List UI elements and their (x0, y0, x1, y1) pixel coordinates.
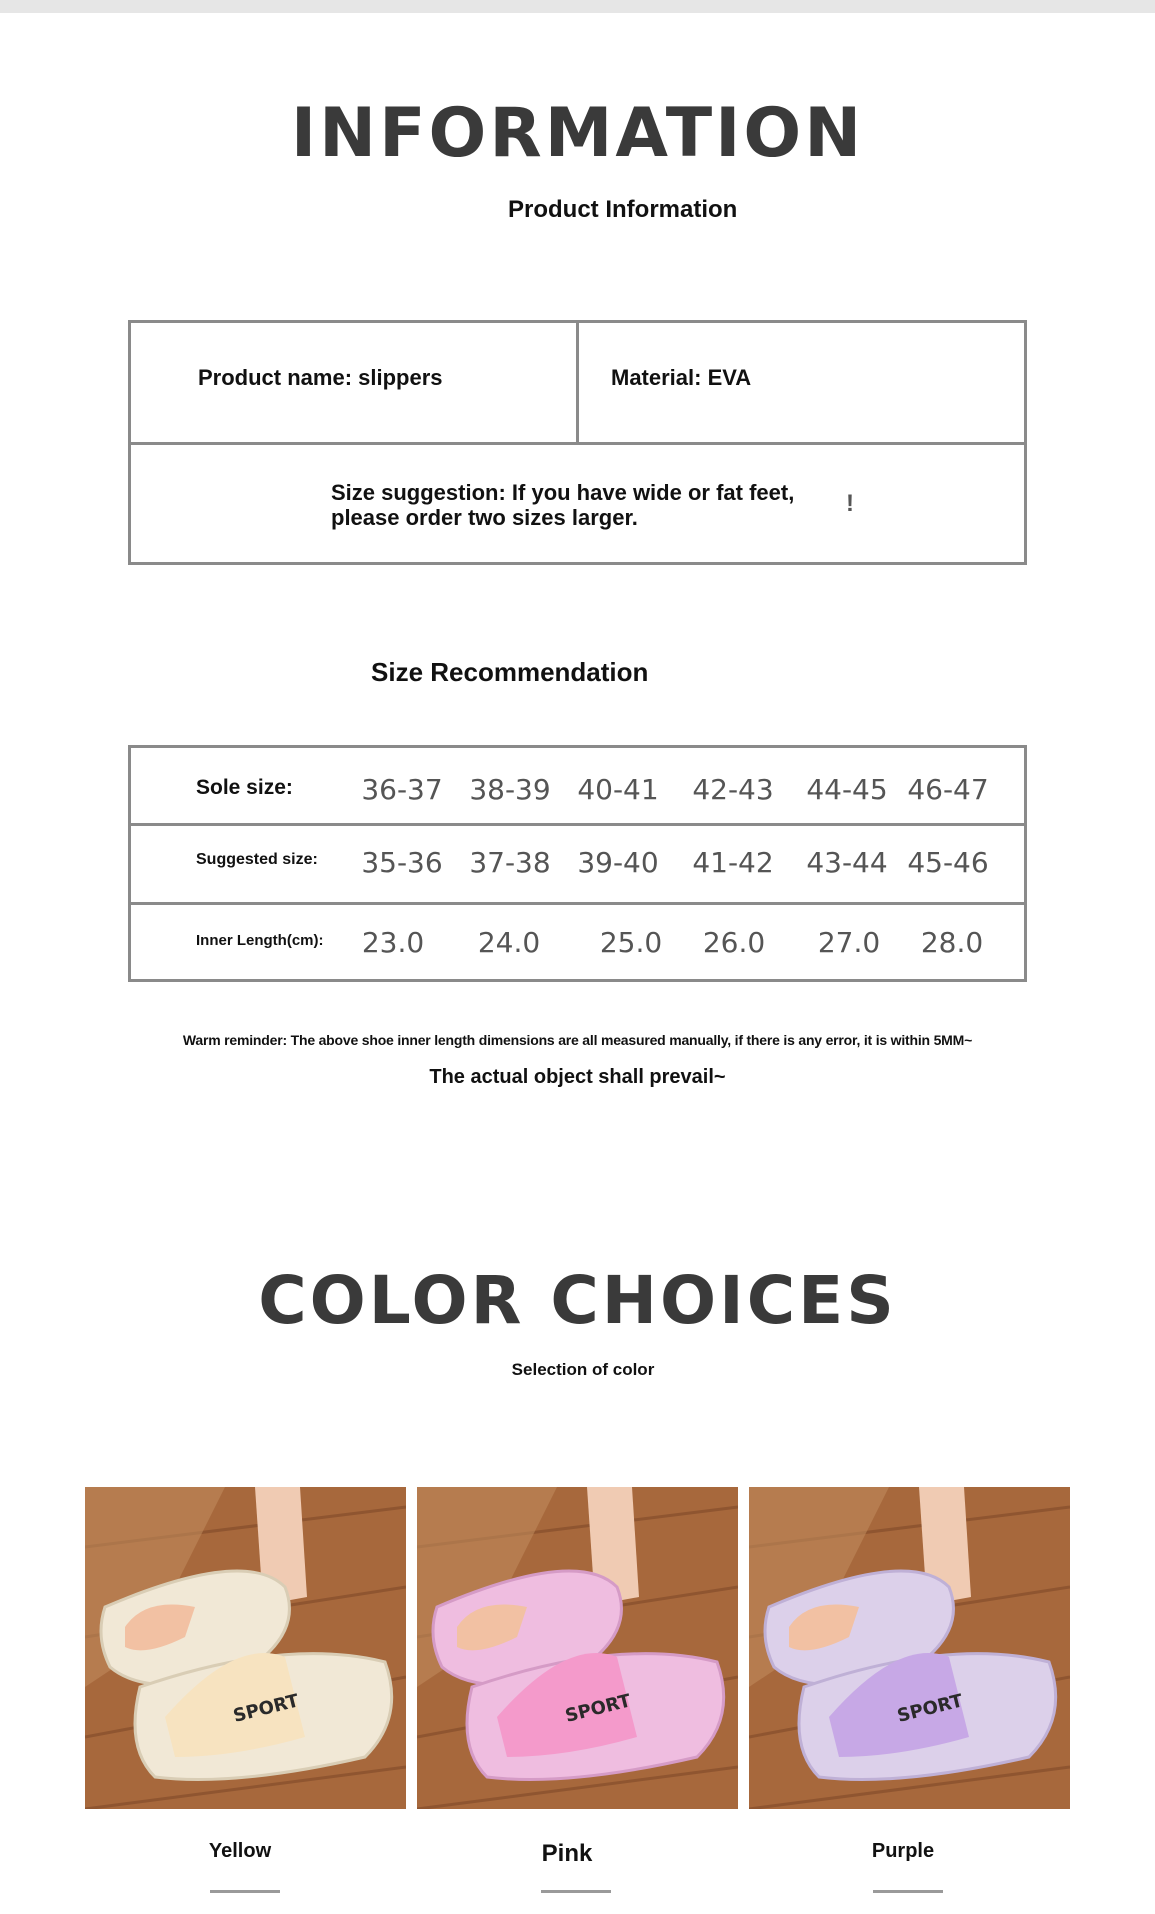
color-label-pink[interactable]: Pink (541, 1840, 593, 1867)
pink-slipper-photo[interactable] (417, 1487, 738, 1809)
svg-text:SPORT: SPORT (563, 1690, 634, 1727)
slipper-illustration (749, 1487, 1070, 1809)
size-recommendation-title: Size Recommendation (371, 657, 649, 687)
inner-length-value: 25.0 (599, 926, 663, 959)
sole-size-value: 42-43 (692, 773, 774, 806)
selection-of-color-subtitle: Selection of color (511, 1360, 655, 1379)
suggested-size-value: 45-46 (907, 846, 989, 879)
slipper-illustration (417, 1487, 738, 1809)
color-underline-yellow (210, 1890, 280, 1893)
size-table-row-divider-2 (128, 902, 1027, 905)
svg-text:SPORT: SPORT (231, 1690, 302, 1727)
inner-length-label: Inner Length(cm): (196, 932, 324, 949)
suggested-size-label: Suggested size: (196, 851, 318, 868)
suggested-size-value: 41-42 (692, 846, 774, 879)
sole-size-label: Sole size: (196, 776, 293, 799)
product-info-row-divider (128, 442, 1027, 445)
yellow-slipper-photo[interactable] (85, 1487, 406, 1809)
suggested-size-value: 37-38 (469, 846, 551, 879)
size-suggestion-line1: Size suggestion: If you have wide or fat feet, (331, 480, 795, 505)
product-information-subtitle: Product Information (508, 196, 738, 223)
slipper-illustration (85, 1487, 406, 1809)
material: Material: EVA (611, 365, 752, 390)
suggested-size-value: 39-40 (577, 846, 659, 879)
color-underline-pink (541, 1890, 611, 1893)
inner-length-value: 24.0 (477, 926, 541, 959)
inner-length-value: 28.0 (920, 926, 984, 959)
sole-size-value: 46-47 (907, 773, 989, 806)
exclamation-mark: ! (846, 490, 854, 517)
suggested-size-value: 43-44 (806, 846, 888, 879)
size-table-row-divider-1 (128, 823, 1027, 826)
inner-length-value: 26.0 (702, 926, 766, 959)
product-info-divider (576, 320, 579, 444)
suggested-size-value: 35-36 (361, 846, 443, 879)
color-choices-title: COLOR CHOICES (258, 1262, 897, 1339)
color-label-yellow[interactable]: Yellow (208, 1840, 272, 1862)
warm-reminder: Warm reminder: The above shoe inner length dimensions are all measured manually, if there is any error, it is within 5MM~ (182, 1032, 973, 1048)
size-suggestion-line2: please order two sizes larger. (331, 505, 638, 530)
color-label-purple[interactable]: Purple (871, 1840, 935, 1862)
actual-object-note: The actual object shall prevail~ (429, 1066, 726, 1088)
sole-size-value: 38-39 (469, 773, 551, 806)
svg-text:SPORT: SPORT (895, 1690, 966, 1727)
sole-size-value: 44-45 (806, 773, 888, 806)
purple-slipper-photo[interactable] (749, 1487, 1070, 1809)
sole-size-value: 36-37 (361, 773, 443, 806)
information-title: INFORMATION (290, 94, 865, 173)
color-underline-purple (873, 1890, 943, 1893)
top-strip (0, 0, 1155, 13)
product-name: Product name: slippers (198, 365, 443, 390)
sole-size-value: 40-41 (577, 773, 659, 806)
inner-length-value: 23.0 (361, 926, 425, 959)
inner-length-value: 27.0 (817, 926, 881, 959)
